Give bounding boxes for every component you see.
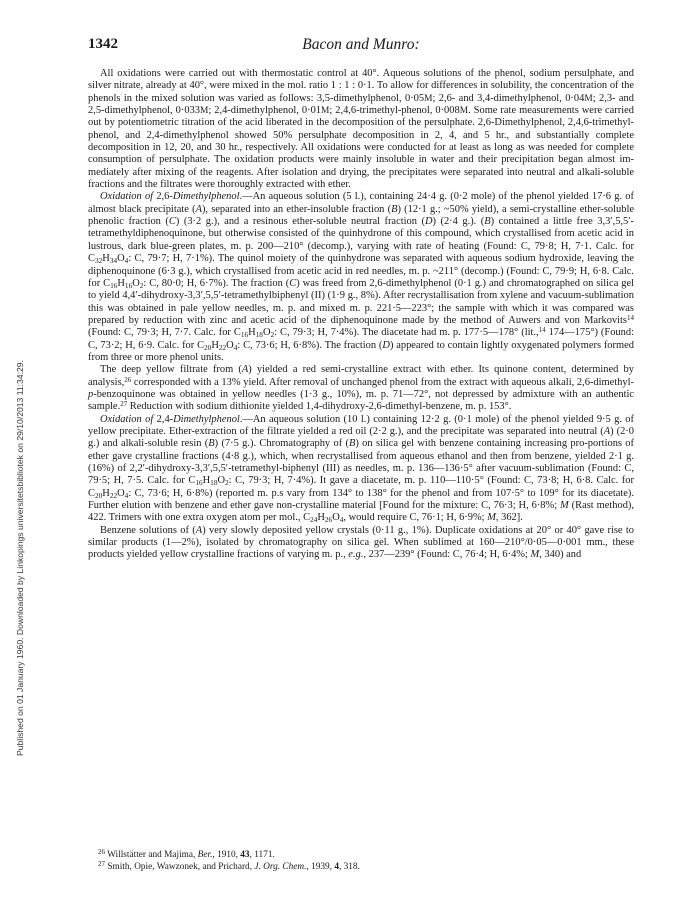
text-run: (Found: C, 79·3; H, 7·7. Calc. for C <box>88 327 241 339</box>
text-run: 27 <box>120 400 128 409</box>
footnotes <box>88 850 634 873</box>
text-run: : C, 73·6; H, 6·8%) (reported m. p.s vary from 134° to 138° for the phenol and from 107·5° to 109° for its diacetate). Further elution with benzene and ether gave non-crystalline material [Found for the mixture: C, 76·3; H, 6·8%; <box>88 487 634 512</box>
text-run: H <box>248 327 256 339</box>
paragraph <box>88 68 634 191</box>
text-run: 4 <box>124 490 129 500</box>
text-run: 18 <box>255 330 263 340</box>
text-run: M <box>530 549 540 561</box>
text-run: , 362]. <box>495 512 523 524</box>
download-watermark <box>2 96 25 756</box>
text-run: 4 <box>233 342 238 352</box>
text-run: O <box>226 339 234 351</box>
text-run: Reduction with sodium dithionite yielded 1,4-dihydroxy-2,6-dimethyl-benzene, m. p. 153°. <box>127 401 512 413</box>
text-run: 174—175°) (Found: C, 73·2; H, 6·9. Calc. for C <box>88 327 634 351</box>
text-run: , 1939, <box>306 861 335 872</box>
text-run: 20 <box>94 490 103 500</box>
text-run: ) appeared to contain lightly oxygenated polymers formed from three or more phenol units. <box>88 339 634 363</box>
text-run: 2 <box>225 478 229 488</box>
text-run: 27 <box>98 859 105 868</box>
text-run: O <box>117 253 125 265</box>
text-run: A <box>195 203 202 215</box>
text-run: 26 <box>124 375 132 384</box>
text-run: M <box>321 106 330 117</box>
paragraph <box>88 525 634 562</box>
text-run: 2,6- <box>156 191 173 203</box>
footnote <box>88 859 634 874</box>
text-run: ) (3·2 g.), and a resinous ether-soluble neutral fraction ( <box>175 216 425 228</box>
text-run: H <box>102 253 110 265</box>
text-run: ) very slowly deposited yellow crystals (0·11 g., 1%). Duplicate oxidations at 20° or 40° gave rise to similar products (1—2%), isolated by chromatography on silica gel. When sublimed at 160—210°/0·05—0·001 mm., these products yielded yellow crystalline fractions of varying m. p., <box>88 524 634 561</box>
text-run: , 318. <box>338 861 360 872</box>
download-watermark-text: Published on 01 January 1960. Downloaded by Linkopings universitetsbibliotek on 29/10/2013 11:34:29. <box>15 360 25 756</box>
text-run: H <box>202 475 211 487</box>
text-run: (Rast method), 422. Trimers with one extra oxygen atom per mol., C <box>88 500 634 524</box>
text-run: : C, 79·3; H, 7·4%). The diacetate had m. p. 177·5—178° (lit., <box>274 327 539 339</box>
text-run: , 1910, <box>212 850 241 860</box>
text-run: Smith, Opie, Wawzonek, and Prichard, <box>105 861 255 872</box>
text-run: corresponded with a 13% yield. After removal of unchanged phenol from the extract with aqueous alkali, 2,6-dimethyl- <box>131 376 634 388</box>
text-run: B <box>484 216 491 228</box>
text-run: H <box>117 277 125 289</box>
text-run: Oxidation of <box>100 413 157 425</box>
text-run: ) (2·0 g.) and alkali-soluble resin ( <box>88 425 634 450</box>
page-header <box>88 36 634 56</box>
text-run: 26 <box>98 848 105 856</box>
text-run: : C, 79·7; H, 7·1%). The quinol moiety of the quinhydrone was separated with aqueous sodium hydroxide, leaving the diphenoquinone (6·3 g.), which crystallised from acetic acid in red needles, m. p. ~211° (decomp.) (Found: C, 79·9; H, 6·8. Calc. for C <box>88 253 634 289</box>
text-run: O <box>262 327 271 339</box>
text-run: 22 <box>109 490 118 500</box>
text-run: Ber. <box>197 850 213 860</box>
text-run: 34 <box>109 256 118 266</box>
text-run: A <box>603 425 611 437</box>
text-run: . Some rate measurements were carried out by potentiometric titration of the acid liberated in the decomposition of the persulphate. 2,6-Dimethylphenol, 2,4,6-trimethyl-phenol, and 2,4-dimethylphenol showed 50% persulphate decomposition in 2, 4, and 5 hr., and substantially complete decomposition in 12, 20, and 30 hr., respectively. All oxidations were conducted for at least as long as was needed for complete consumption of persulphate. The oxidation products were mainly insoluble in water and their precipitation began almost im-mediately after mixing of the reagents. After isolation and drying, the precipitates were separated into neutral and alkali-soluble fractions and the filtrates were thoroughly extracted with ether. <box>88 105 635 191</box>
text-run: J. Org. Chem. <box>254 861 307 872</box>
text-run: 16 <box>110 280 118 290</box>
text-run: 22 <box>218 342 227 352</box>
text-run: 4 <box>339 515 344 525</box>
text-run: p <box>88 388 94 400</box>
text-run: Benzene solutions of ( <box>100 524 196 536</box>
text-run: ) was freed from 2,6-dimethylphenol (0·1 g.) and chromatographed on silica gel to yield 4,4′-dihydroxy-3,3′,5,5′-tetramethylbiphenyl (II) (1·9 g., 8%). After recrystallisation from xylene and vacuum-sublimation this was obtained in pale yellow needles, m. p. and mixed m. p. 221·5—223°; the sample with which it was compared was prepared by reduction with zinc and acetic acid of the diphenoquinone made by the method of Auwers and von Markovits <box>88 277 635 326</box>
text-run: ) (2·4 g.). ( <box>432 216 485 228</box>
text-run: M <box>200 106 209 117</box>
text-run: O <box>217 475 226 487</box>
text-run: , 237—239° (Found: C, 76·4; H, 6·4%; <box>363 549 531 561</box>
text-run: ; 2,6- and 3,4-dimethylphenol, 0·04 <box>432 92 585 104</box>
text-run: A <box>241 364 249 376</box>
text-run: M <box>584 93 593 104</box>
text-run: 2 <box>270 330 275 340</box>
paragraph <box>88 414 634 525</box>
page-number: 1342 <box>88 36 118 52</box>
text-run: O <box>132 277 140 289</box>
text-run: O <box>332 512 340 524</box>
text-run: ; 2,3- and 2,5-dimethylphenol, 0·033 <box>88 92 634 117</box>
text-run: ; 2,4-dimethylphenol, 0·01 <box>208 105 322 117</box>
text-run: , 1171. <box>249 850 275 860</box>
text-run: ) (12·1 g.; ~50% yield), a semi-crystalline ether-soluble phenolic fraction ( <box>88 203 634 228</box>
text-run: B <box>208 438 215 450</box>
text-run: 4 <box>124 256 129 266</box>
text-run: H <box>102 487 110 499</box>
text-run: C <box>289 277 297 289</box>
text-run: Willstätter and Majima, <box>105 850 198 860</box>
text-run: ), separated into an ether-insoluble fraction ( <box>201 203 392 215</box>
text-run: All oxidations were carried out with thermostatic control at 40°. Aqueous solutions of the phenol, sodium persulphate, and silver nitrate, already at 40°, were mixed in the mol. ratio 1 : 1 : 0·1. To allow for differences in solubility, the concentration of the phenols in the mixed solution was varied as follows: 3,5-dimethylphenol, 0·05 <box>88 68 634 104</box>
text-run: B <box>391 203 398 215</box>
text-run: 16 <box>124 280 133 290</box>
text-run: The deep yellow filtrate from ( <box>100 364 242 376</box>
text-run: 16 <box>240 330 249 340</box>
text-run: ) yielded a red semi-crystalline extract with ether. Its quinone content, determined by analysis, <box>88 364 634 388</box>
text-run: H <box>317 512 325 524</box>
text-run: A <box>195 524 203 536</box>
text-run: C <box>168 216 176 228</box>
text-run: 2,4- <box>156 413 174 425</box>
text-run: 43 <box>240 850 250 860</box>
text-run: 18 <box>210 478 218 488</box>
text-run: 32 <box>94 256 103 266</box>
text-run: 24 <box>310 515 318 525</box>
text-run: , 340) and <box>539 549 582 561</box>
text-run: 26 <box>324 515 333 525</box>
paragraph <box>88 191 634 364</box>
text-run: O <box>117 487 125 499</box>
text-run: 16 <box>195 478 203 488</box>
text-run: : C, 80·0; H, 6·7%). The fraction ( <box>143 277 290 289</box>
footnote <box>88 850 634 862</box>
text-run: M <box>487 512 496 524</box>
text-run: 2 <box>139 280 144 290</box>
text-run: 4 <box>334 861 339 872</box>
text-run: 14 <box>627 313 634 322</box>
text-run: , would require C, 76·1; H, 6·9%; <box>343 512 488 524</box>
text-run: : C, 79·3; H, 7·4%). It gave a diacetate, m. p. 110—110·5° (Found: C, 73·8; H, 6·8. Calc. for C <box>88 475 634 499</box>
text-run: M <box>560 500 569 512</box>
text-run: 14 <box>538 326 546 335</box>
text-run: B <box>348 438 356 450</box>
text-run: e.g. <box>348 549 364 561</box>
article-body <box>88 68 634 562</box>
running-head: Bacon and Munro: <box>302 36 420 53</box>
text-run: : C, 73·6; H, 6·8%). The fraction ( <box>237 339 383 351</box>
text-run: 20 <box>204 342 212 352</box>
text-run: ) (7·5 g.). Chromatography of ( <box>214 438 349 450</box>
text-run: .—An aqueous solution (10 l.) containing 12·2 g. (0·1 mole) of the phenol yielded 9·5 g. of yellow precipitate. Ether-extraction of the filtrate yielded a red oil (2·2 g.), and the precipitate was separated into neutral ( <box>88 413 634 437</box>
text-run: ) contained a little free 3,3′,5,5′-tetramethyldiphenoquinone, but otherwise consisted of the quinhydrone of this compound, which crystallised from acetic acid in lustrous, dark blue-green plates, m. p. 200—210° (decomp.), varying with rate of heating (Found: C, 79·8; H, 7·1. Calc. for C <box>88 216 635 265</box>
text-run: .—An aqueous solution (5 l.), containing 24·4 g. (0·2 mole) of the phenol yielded 17·6 g. of almost black precipitate ( <box>88 191 634 215</box>
text-run: Oxidation of <box>100 191 157 203</box>
text-run: M <box>424 93 433 104</box>
text-run: -benzoquinone was obtained in yellow needles (1·3 g., 10%), m. p. 71—72°, not depressed by admixture with an authentic sample. <box>88 388 634 413</box>
paragraph <box>88 364 634 413</box>
text-run: Dimethylphenol <box>172 191 240 203</box>
text-run: H <box>211 339 219 351</box>
text-run: D <box>382 339 390 351</box>
text-run: M <box>459 106 469 117</box>
text-run: ) on silica gel with benzene containing increasing pro-portions of ether gave crystalline fractions (4·8 g.), which, when recrystallised from aqueous ethanol and then from benzene, yielded 2·1 g. (16%) of 2,2′-dihydroxy-3,3′,5,5′-tetramethyl-biphenyl (III) as needles, m. p. 136—136·5° after vacuum-sublimation (Found: C, 79·5; H, 7·5. Calc. for C <box>88 438 635 487</box>
text-run: ; 2,4,6-trimethyl-phenol, 0·008 <box>329 105 460 117</box>
text-run: D <box>424 216 433 228</box>
text-run: Dimethylphenol <box>173 413 240 425</box>
